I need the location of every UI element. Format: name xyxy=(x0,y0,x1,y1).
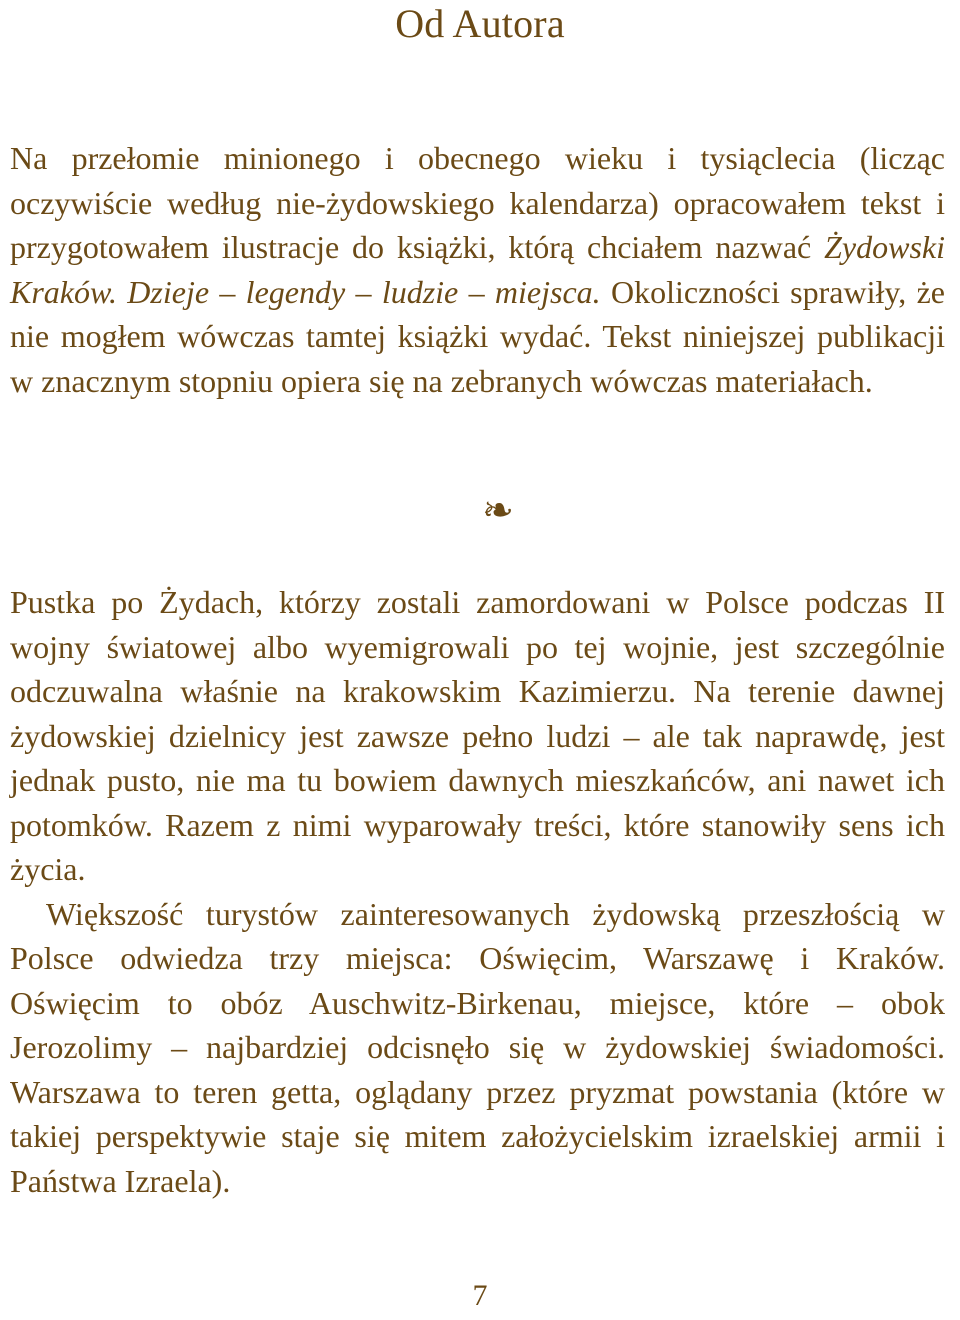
intro-paragraph xyxy=(10,136,945,403)
intro-text xyxy=(10,136,945,403)
body-paragraph-1: Pustka po Żydach, którzy zostali zamordowani w Polsce podczas II wojny światowej albo wyemigrowali po tej wojnie, jest szczególnie odczuwalna właśnie na krakowskim Kazimierzu. Na terenie dawnej żydowskiej dzielnicy jest zawsze pełno ludzi – ale tak naprawdę, jest jednak pusto, nie ma tu bowiem dawnych mieszkańców, ani nawet ich potomków. Razem z nimi wyparowały treści, które stanowiły sens ich życia. xyxy=(10,584,945,887)
page-title: Od Autora xyxy=(395,1,565,46)
intro-rest: Okoliczności sprawiły, że nie mogłem wówczas tamtej książki wydać. Tekst niniejszej publikacji w znacznym stopniu opiera się na zebranych wówczas materiałach. xyxy=(10,273,946,399)
fleuron-ornament: ❧ xyxy=(482,488,514,532)
page-number: 7 xyxy=(472,1279,488,1312)
intro-lead: Na przełomie minionego i obecnego wieku i tysiąclecia (licząc oczywiście według nie-żydowskiego kalendarza) opracowałem tekst i przygotowałem ilustracje do książki, którą chciałem nazwać xyxy=(10,140,945,265)
body-paragraph-2: Większość turystów zainteresowanych żydowską przeszłością w Polsce odwiedza trzy miejsca: Oświęcim, Warszawę i Kraków. Oświęcim to obóz Auschwitz-Birkenau, miejsce, które – obok Jerozolimy – najbardziej odcisnęło się w żydowskiej świadomości. Warszawa to teren getta, oglądany przez pryzmat powstania (które w takiej perspektywie staje się mitem założycielskim izraelskiej armii i Państwa Izraela). xyxy=(10,895,945,1199)
body-text xyxy=(10,580,945,1203)
book-title: Żydowski Kraków. Dzieje – legendy – ludzie – miejsca. xyxy=(10,229,945,310)
